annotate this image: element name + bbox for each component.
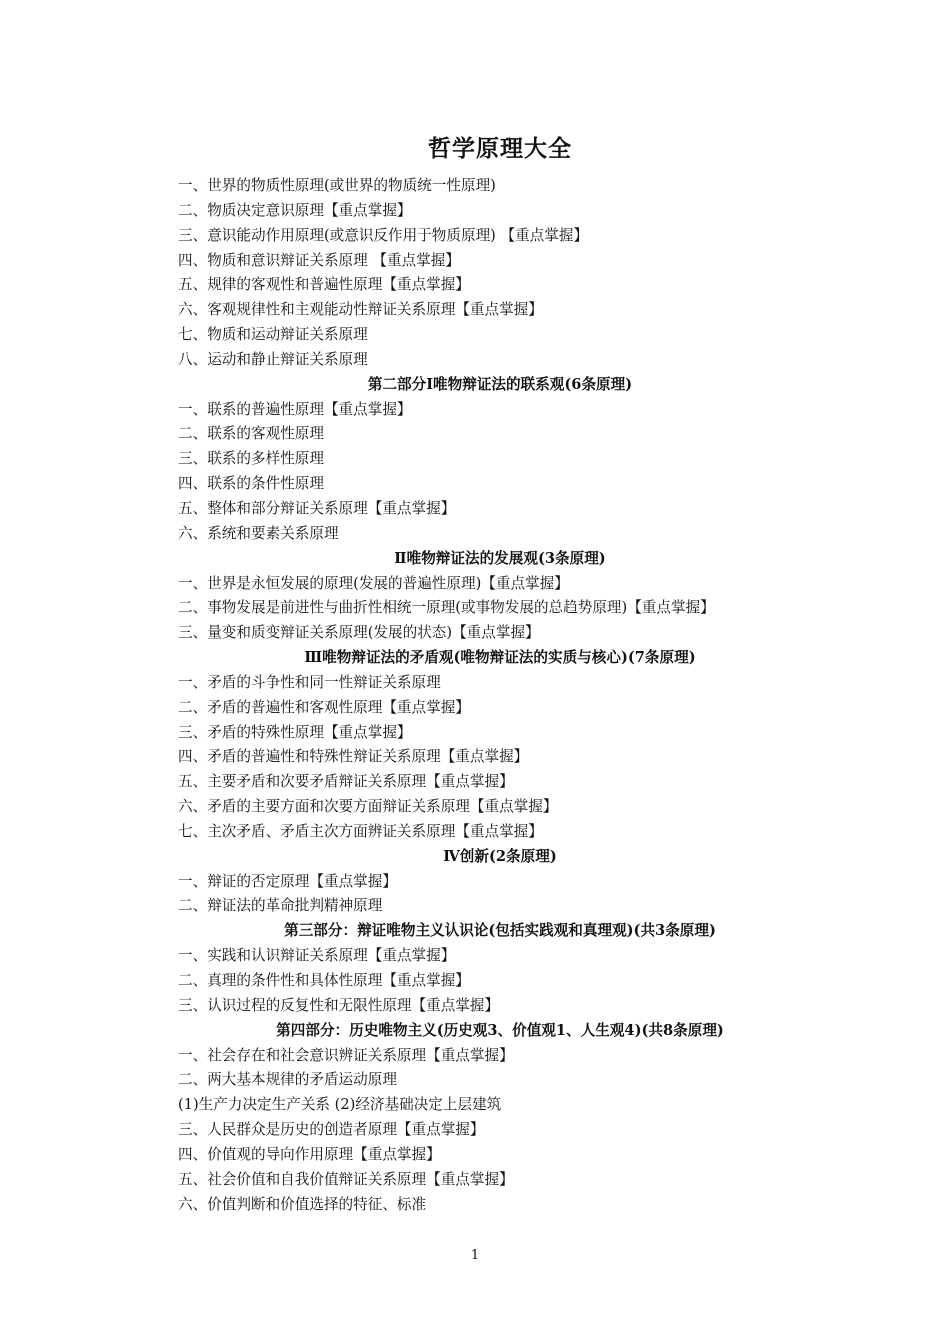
principle-item: 四、联系的条件性原理 [178,475,324,493]
principle-item: 五、规律的客观性和普遍性原理【重点掌握】 [178,276,470,294]
section-heading: 第三部分：辩证唯物主义认识论(包括实践观和真理观)(共3条原理) [284,922,716,940]
principle-item: 一、矛盾的斗争性和同一性辩证关系原理 [178,673,441,691]
principle-item: 三、量变和质变辩证关系原理(发展的状态)【重点掌握】 [178,624,540,642]
principle-item: 一、实践和认识辩证关系原理【重点掌握】 [178,947,456,965]
principle-item: 六、客观规律性和主观能动性辩证关系原理【重点掌握】 [178,301,543,319]
principle-item: 二、事物发展是前进性与曲折性相统一原理(或事物发展的总趋势原理)【重点掌握】 [178,599,715,617]
principle-item: 五、整体和部分辩证关系原理【重点掌握】 [178,499,456,517]
principle-item: 一、联系的普遍性原理【重点掌握】 [178,400,412,418]
principle-item: 二、物质决定意识原理【重点掌握】 [178,201,412,219]
principle-item: (1)生产力决定生产关系 (2)经济基础决定上层建筑 [178,1096,502,1114]
principle-item: 一、辩证的否定原理【重点掌握】 [178,872,397,890]
principle-item: 二、两大基本规律的矛盾运动原理 [178,1071,397,1089]
principle-item: 三、矛盾的特殊性原理【重点掌握】 [178,723,412,741]
principle-item: 二、联系的客观性原理 [178,425,324,443]
principle-item: 八、运动和静止辩证关系原理 [178,350,368,368]
section-heading: 第四部分：历史唯物主义(历史观3、价值观1、人生观4)(共8条原理) [276,1021,724,1039]
principle-item: 二、矛盾的普遍性和客观性原理【重点掌握】 [178,698,470,716]
principle-item: 五、社会价值和自我价值辩证关系原理【重点掌握】 [178,1170,514,1188]
principle-item: 七、主次矛盾、矛盾主次方面辨证关系原理【重点掌握】 [178,822,543,840]
principle-item: 二、辩证法的革命批判精神原理 [178,897,383,915]
principle-item: 七、物质和运动辩证关系原理 [178,326,368,344]
principle-item: 三、联系的多样性原理 [178,450,324,468]
page-number: 1 [470,1248,480,1263]
section-heading: Ⅱ唯物辩证法的发展观(3条原理) [394,549,606,567]
principle-item: 三、人民群众是历史的创造者原理【重点掌握】 [178,1121,485,1139]
principle-item: 一、社会存在和社会意识辨证关系原理【重点掌握】 [178,1046,514,1064]
principle-item: 三、认识过程的反复性和无限性原理【重点掌握】 [178,996,500,1014]
document-body [178,174,818,1217]
principle-item: 六、系统和要素关系原理 [178,524,339,542]
principle-item: 六、价值判断和价值选择的特征、标准 [178,1195,427,1213]
principle-item: 四、物质和意识辩证关系原理 【重点掌握】 [178,251,460,269]
document-title: 哲学原理大全 [428,135,572,162]
principle-item: 四、价值观的导向作用原理【重点掌握】 [178,1145,441,1163]
section-heading: Ⅲ唯物辩证法的矛盾观(唯物辩证法的实质与核心)(7条原理) [304,649,696,667]
principle-item: 一、世界是永恒发展的原理(发展的普遍性原理)【重点掌握】 [178,574,569,592]
principle-item: 五、主要矛盾和次要矛盾辩证关系原理【重点掌握】 [178,773,514,791]
principle-item: 六、矛盾的主要方面和次要方面辩证关系原理【重点掌握】 [178,798,558,816]
principle-item: 三、意识能动作用原理(或意识反作用于物质原理) 【重点掌握】 [178,226,589,244]
principle-item: 一、世界的物质性原理(或世界的物质统一性原理) [178,177,496,194]
principle-item: 二、真理的条件性和具体性原理【重点掌握】 [178,972,470,989]
principle-item: 四、矛盾的普遍性和特殊性辩证关系原理【重点掌握】 [178,748,529,766]
section-heading: Ⅳ创新(2条原理) [443,847,557,865]
section-heading: 第二部分Ⅰ唯物辩证法的联系观(6条原理) [367,375,633,393]
